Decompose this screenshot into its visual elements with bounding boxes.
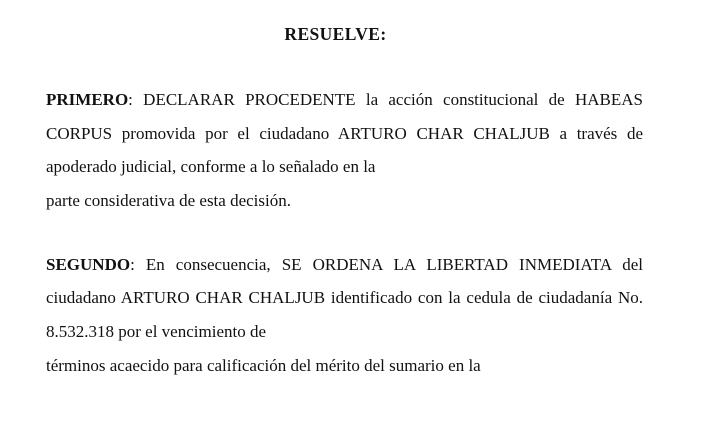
paragraph-primero [46,83,643,218]
paragraph-segundo [46,248,643,383]
page-title: RESUELVE: [284,24,387,44]
paragraph-segundo-tail: términos acaecido para calificación del mérito del sumario en la [46,355,481,375]
paragraph-primero-body: : DECLARAR PROCEDENTE la acción constitucional de HABEAS CORPUS promovida por el ciudadano ARTURO CHAR CHALJUB a través de apoderado judicial, conforme a lo señalado en la [46,90,643,177]
paragraph-primero-tail: parte considerativa de esta decisión. [46,190,291,210]
paragraph-primero-lead: PRIMERO [46,90,129,109]
paragraph-segundo-lead: SEGUNDO [46,254,131,274]
paragraph-segundo-body: : En consecuencia, SE ORDENA LA LIBERTAD INMEDIATA del ciudadano ARTURO CHAR CHALJUB identificado con la cedula de ciudadanía No. 8.532.318 por el vencimiento de [46,254,643,341]
